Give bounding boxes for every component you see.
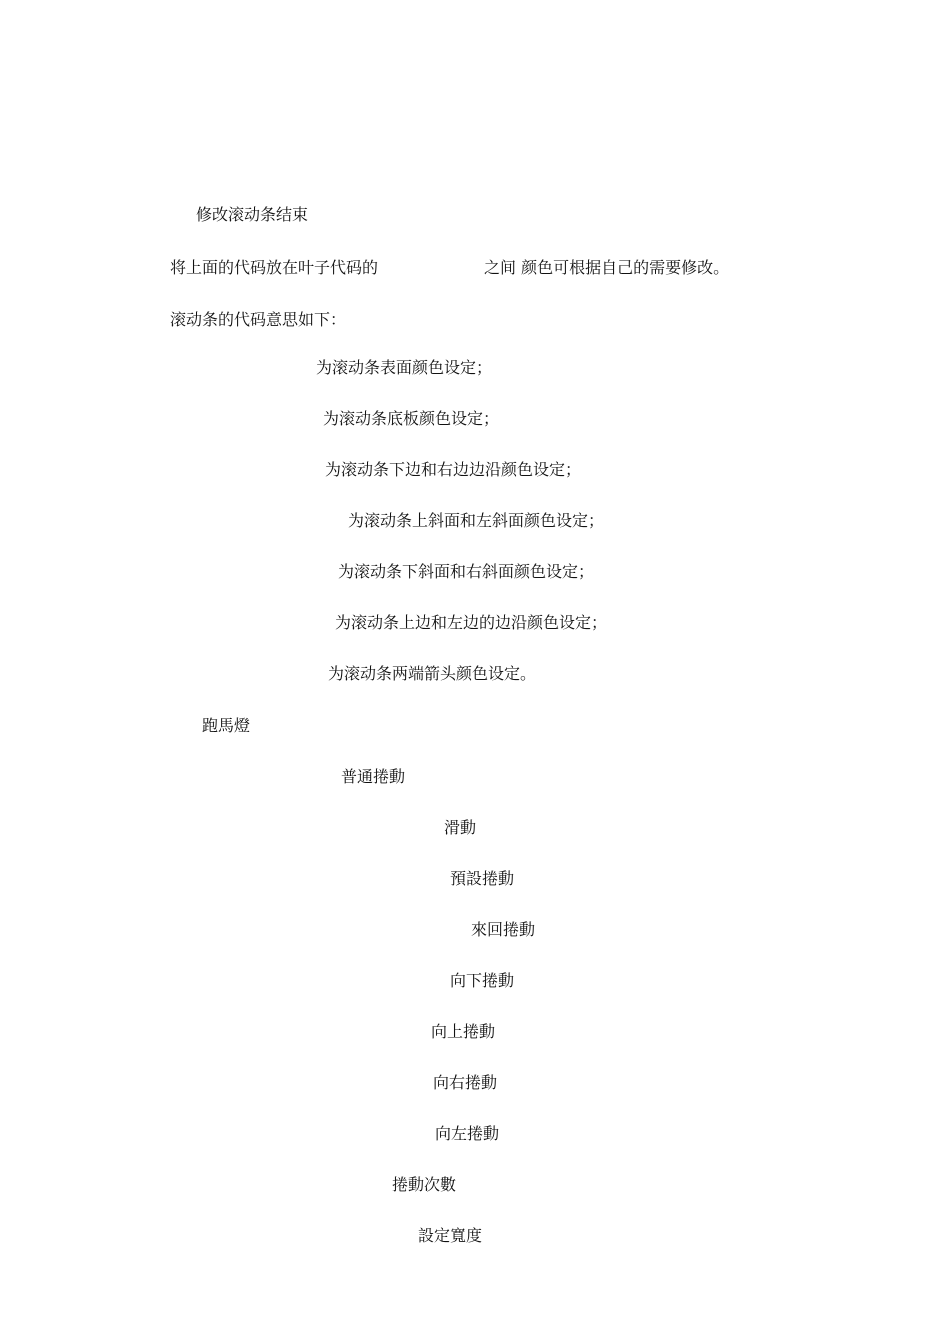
instruction-before: 将上面的代码放在叶子代码的 [170, 258, 379, 277]
scrollbar-meaning-face: 为滚动条表面颜色设定； [316, 358, 493, 377]
meaning-heading: 滚动条的代码意思如下： [170, 310, 347, 329]
scrollbar-meaning-shadow: 为滚动条下斜面和右斜面颜色设定； [338, 562, 595, 581]
scrollbar-meaning-darkshadow: 为滚动条下边和右边边沿颜色设定； [325, 460, 582, 479]
section-heading-scrollbar-end: 修改滚动条结束 [196, 205, 309, 224]
scrollbar-meaning-highlight: 为滚动条上斜面和左斜面颜色设定； [348, 511, 605, 530]
instruction-line [170, 258, 729, 278]
scrollbar-meaning-arrow: 为滚动条两端箭头颜色设定。 [328, 664, 537, 683]
scrollbar-meaning-3dlight: 为滚动条上边和左边的边沿颜色设定； [335, 613, 608, 632]
marquee-item-width: 設定寬度 [418, 1226, 483, 1245]
marquee-item-down: 向下捲動 [450, 971, 515, 990]
marquee-item-normal: 普通捲動 [341, 767, 406, 786]
marquee-item-slide: 滑動 [444, 818, 477, 837]
marquee-item-left: 向左捲動 [435, 1124, 500, 1143]
marquee-heading: 跑馬燈 [202, 716, 251, 735]
marquee-item-right: 向右捲動 [433, 1073, 498, 1092]
marquee-item-default: 預設捲動 [450, 869, 515, 888]
marquee-item-alternate: 來回捲動 [471, 920, 536, 939]
marquee-item-loop: 捲動次數 [392, 1175, 457, 1194]
scrollbar-meaning-track: 为滚动条底板颜色设定； [323, 409, 500, 428]
marquee-item-up: 向上捲動 [431, 1022, 496, 1041]
instruction-after: 之间 颜色可根据自己的需要修改。 [484, 258, 730, 277]
